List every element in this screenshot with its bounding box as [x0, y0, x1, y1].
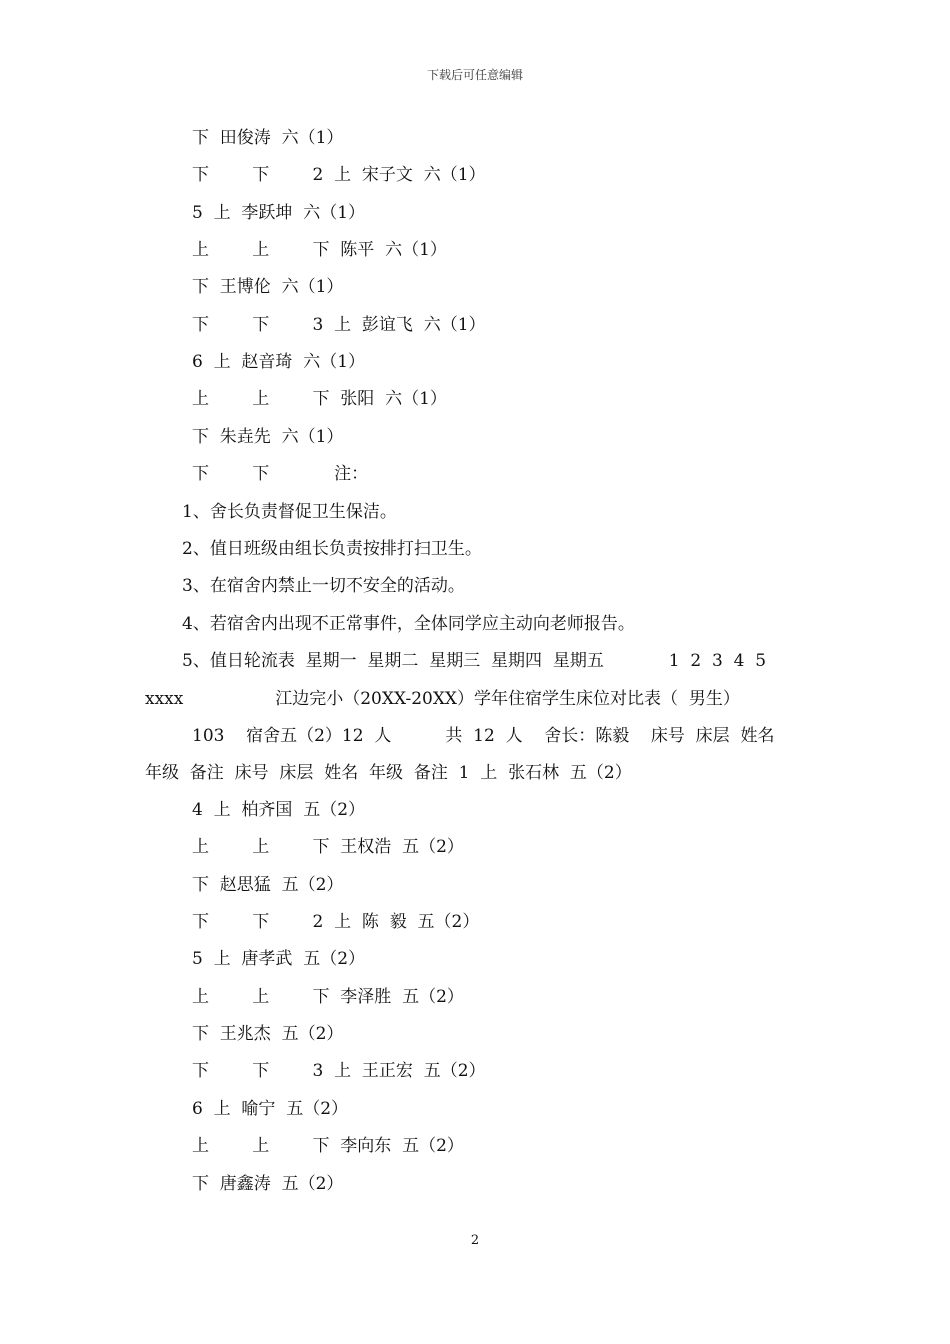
text-line: 下 赵思猛 五（2） — [192, 875, 344, 895]
note-item: 2、值日班级由组长负责按排打扫卫生。 — [182, 539, 482, 559]
text-line: 年级 备注 床号 床层 姓名 年级 备注 1 上 张石林 五（2） — [145, 763, 632, 783]
text-line: 5 上 唐孝武 五（2） — [192, 949, 366, 969]
text-line: 5 上 李跃坤 六（1） — [192, 203, 366, 223]
text-line: 4 上 柏齐国 五（2） — [192, 800, 366, 820]
text-line: 上 上 下 李泽胜 五（2） — [192, 987, 464, 1007]
page-header: 下载后可任意编辑 — [426, 68, 523, 82]
text-line: 下 下 3 上 彭谊飞 六（1） — [192, 315, 486, 335]
note-item: 5、值日轮流表 星期一 星期二 星期三 星期四 星期五 1 2 3 4 5 — [182, 651, 767, 671]
text-line: 上 上 下 张阳 六（1） — [192, 389, 447, 409]
text-line: 下 王兆杰 五（2） — [192, 1024, 344, 1044]
page-number: 2 — [470, 1233, 480, 1248]
text-line: 下 下 注： — [192, 464, 369, 484]
note-item: 1、舍长负责督促卫生保洁。 — [182, 502, 397, 522]
text-line: 下 下 2 上 陈 毅 五（2） — [192, 912, 480, 932]
text-line: 下 朱垚先 六（1） — [192, 427, 344, 447]
text-line: 下 下 2 上 宋子文 六（1） — [192, 165, 486, 185]
text-line: 上 上 下 李向东 五（2） — [192, 1136, 464, 1156]
text-line: 6 上 赵音琦 六（1） — [192, 352, 366, 372]
note-item: 4、若宿舍内出现不正常事件，全体同学应主动向老师报告。 — [182, 614, 635, 634]
text-line: 103 宿舍五（2）12 人 共 12 人 舍长：陈毅 床号 床层 姓名 — [192, 726, 775, 746]
text-line: 下 王博伦 六（1） — [192, 277, 344, 297]
text-line: 上 上 下 陈平 六（1） — [192, 240, 447, 260]
note-item: 3、在宿舍内禁止一切不安全的活动。 — [182, 576, 465, 596]
text-line: 上 上 下 王权浩 五（2） — [192, 837, 464, 857]
text-line: 下 下 3 上 王正宏 五（2） — [192, 1061, 486, 1081]
text-line: 下 唐鑫涛 五（2） — [192, 1174, 344, 1194]
text-line: 6 上 喻宁 五（2） — [192, 1099, 349, 1119]
text-line: 下 田俊涛 六（1） — [192, 128, 344, 148]
table-title: xxxx 江边完小（20XX-20XX）学年住宿学生床位对比表（ 男生） — [145, 689, 740, 709]
